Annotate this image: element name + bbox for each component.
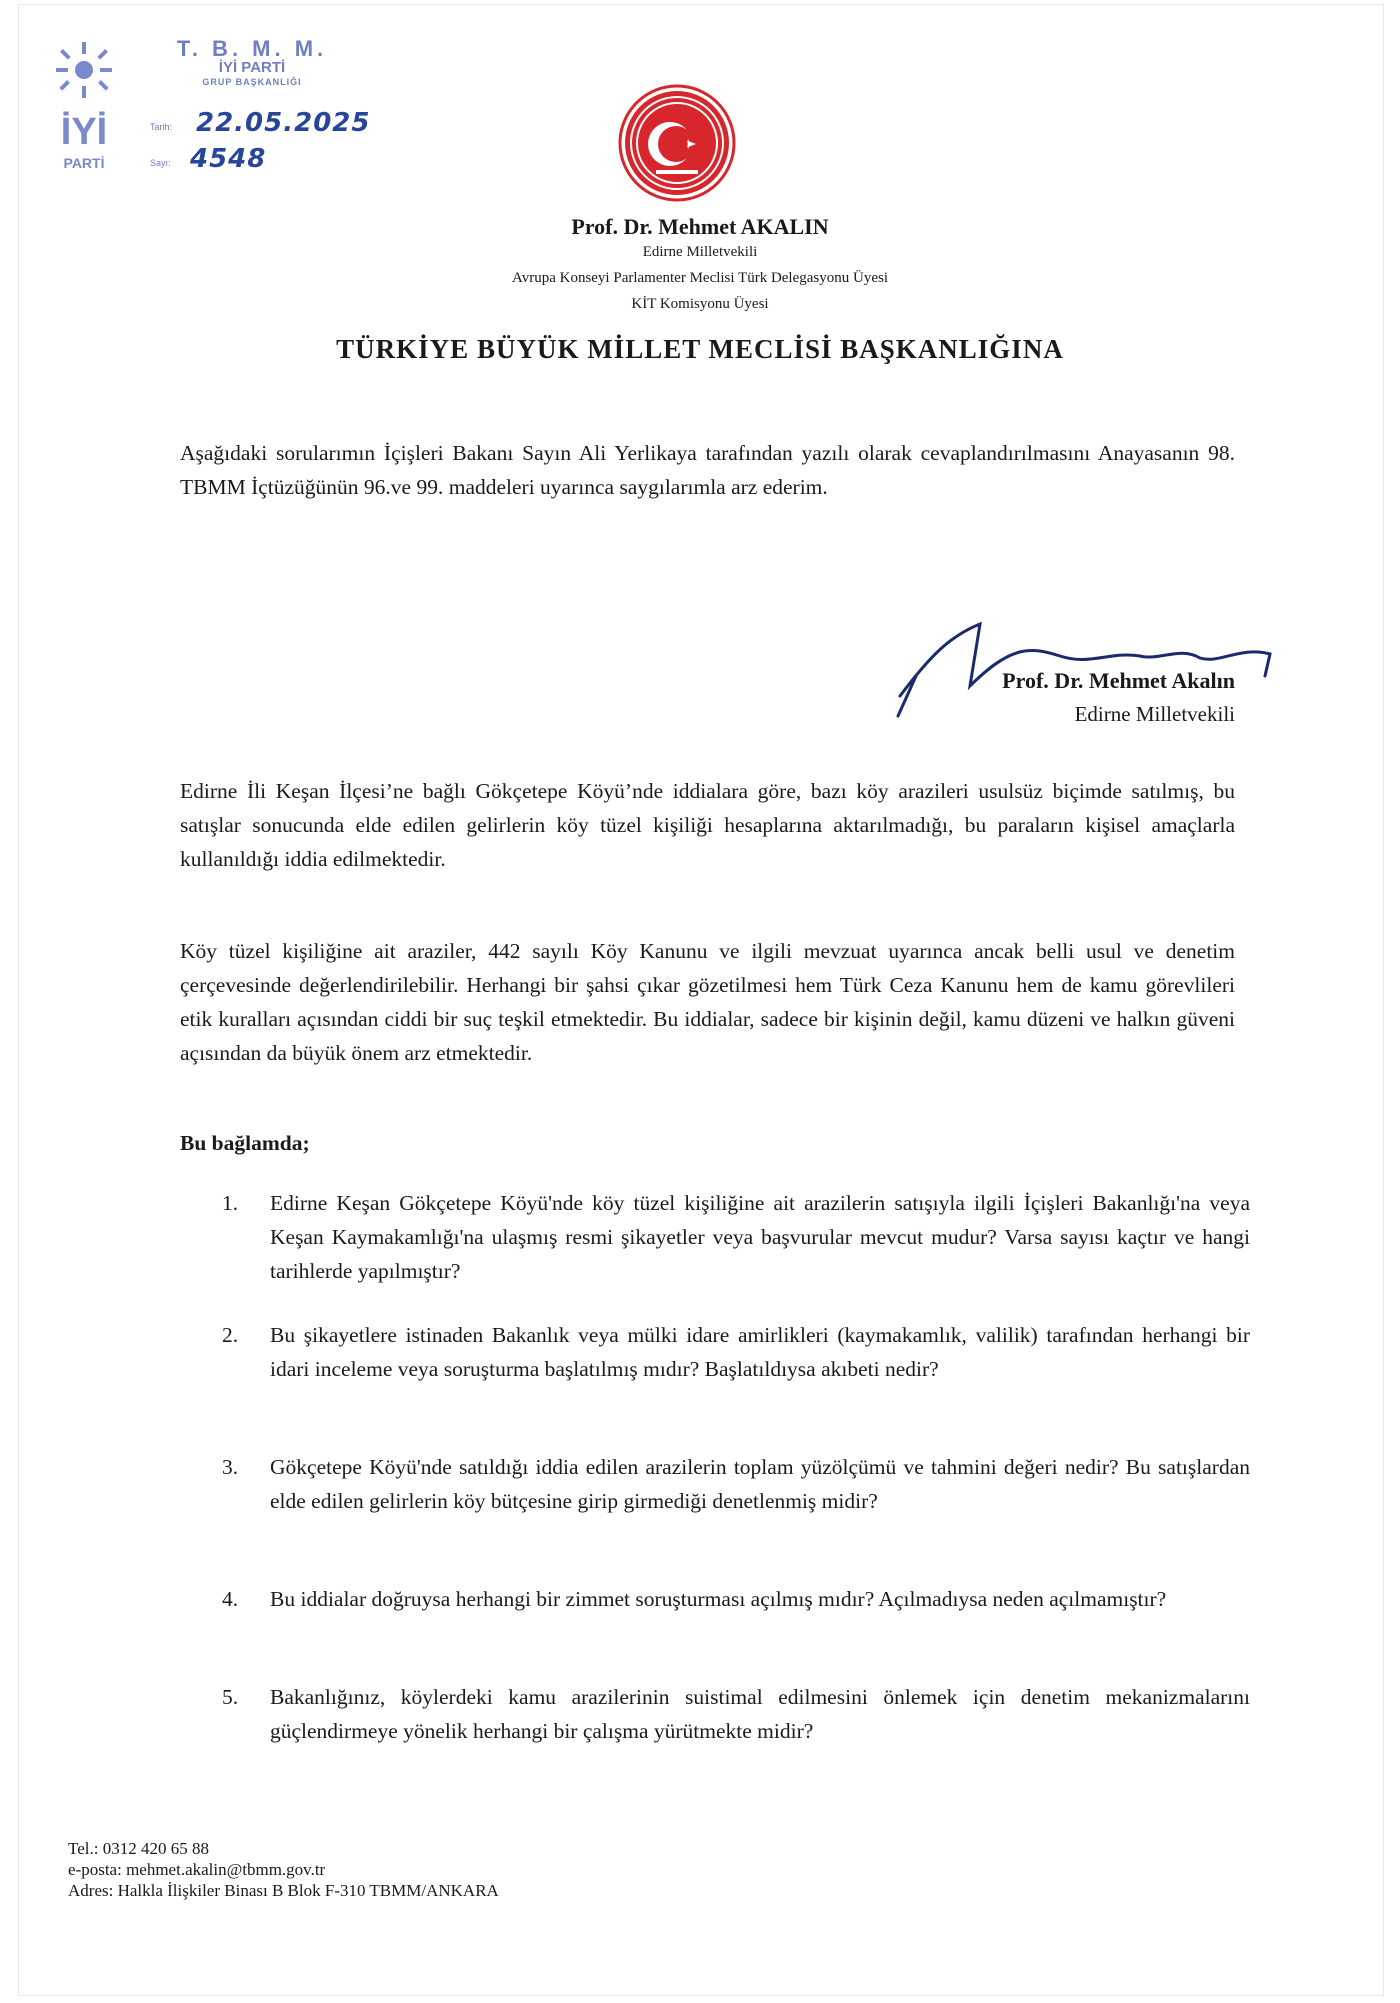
question-text: Bu şikayetlere istinaden Bakanlık veya mülki idare amirlikleri (kaymakamlık, valilik) tarafından herhangi bir idari inceleme veya soruşturma başlatılmış mıdır? Başlatıldıysa akıbeti nedir? bbox=[270, 1323, 1250, 1381]
stamp-line-1: T. B. M. M. bbox=[176, 36, 328, 61]
stamp-number-value: 4548 bbox=[190, 144, 267, 174]
question-number: 3. bbox=[222, 1455, 239, 1479]
stamp-number-label: Sayı: bbox=[150, 158, 171, 168]
question-text: Gökçetepe Köyü'nde satıldığı iddia edilen arazilerin toplam yüzölçümü ve tahmini değeri nedir? Bu satışlardan elde edilen gelirlerin köy bütçesine girip girmediği denetlenmiş midir? bbox=[270, 1455, 1250, 1513]
question-item bbox=[190, 1186, 1250, 1288]
received-stamp bbox=[40, 30, 370, 180]
question-number: 1. bbox=[222, 1191, 239, 1215]
iyi-party-logo bbox=[46, 36, 126, 176]
question-text: Bakanlığınız, köylerdeki kamu arazilerinin suistimal edilmesini önlemek için denetim mekanizmalarını güçlendirmeye yönelik herhangi bir çalışma yürütmekte midir? bbox=[270, 1685, 1250, 1743]
author-role-2: Avrupa Konseyi Parlamenter Meclisi Türk Delegasyonu Üyesi bbox=[511, 270, 889, 286]
question-number: 4. bbox=[222, 1587, 239, 1611]
logo-label: İYİ bbox=[60, 111, 108, 153]
tbmm-emblem-icon bbox=[618, 84, 736, 202]
stamp-date-label: Tarih: bbox=[150, 122, 173, 132]
context-heading: Bu bağlamda; bbox=[180, 1131, 310, 1155]
footer-phone: Tel.: 0312 420 65 88 bbox=[68, 1839, 209, 1858]
author-role-3: KİT Komisyonu Üyesi bbox=[631, 296, 769, 312]
footer-email: e-posta: mehmet.akalin@tbmm.gov.tr bbox=[68, 1860, 326, 1879]
question-number: 5. bbox=[222, 1685, 239, 1709]
intro-paragraph: Aşağıdaki sorularımın İçişleri Bakanı Sayın Ali Yerlikaya tarafından yazılı olarak cevaplandırılmasını Anayasanın 98. TBMM İçtüzüğünün 96.ve 99. maddeleri uyarınca saygılarımla arz ederim. bbox=[180, 441, 1235, 499]
author-role-1: Edirne Milletvekili bbox=[642, 244, 758, 260]
body-paragraph-2: Köy tüzel kişiliğine ait araziler, 442 sayılı Köy Kanunu ve ilgili mevzuat uyarınca ancak belli usul ve denetim çerçevesinde değerlendirilebilir. Herhangi bir şahsi çıkar gözetilmesi hem Türk Ceza Kanunu hem de kamu görevlileri etik kuralları açısından ciddi bir suç teşkil etmektedir. Bu iddialar, sadece bir kişinin değil, kamu düzeni ve halkın güveni açısından da büyük önem arz etmektedir. bbox=[180, 939, 1235, 1065]
stamp-date-row bbox=[150, 108, 371, 138]
question-number: 2. bbox=[222, 1323, 239, 1347]
question-text: Edirne Keşan Gökçetepe Köyü'nde köy tüzel kişiliğine ait arazilerin satışıyla ilgili İçişleri Bakanlığı'na veya Keşan Kaymakamlığı'na ulaşmış resmi şikayetler veya başvurular mevcut mudur? Varsa sayısı kaçtır ve hangi tarihlerde yapılmıştır? bbox=[270, 1191, 1250, 1283]
author-name: Prof. Dr. Mehmet AKALIN bbox=[571, 214, 829, 239]
document-title: TÜRKİYE BÜYÜK MİLLET MECLİSİ BAŞKANLIĞINA bbox=[336, 334, 1064, 364]
footer-address: Adres: Halkla İlişkiler Binası B Blok F-310 TBMM/ANKARA bbox=[68, 1881, 499, 1900]
question-item bbox=[190, 1582, 1250, 1616]
signature-role: Edirne Milletvekili bbox=[1074, 702, 1235, 726]
stamp-line-2: İYİ PARTİ bbox=[218, 59, 286, 76]
stamp-line-3: GRUP BAŞKANLIĞI bbox=[202, 77, 302, 87]
question-item bbox=[190, 1318, 1250, 1386]
stamp-header bbox=[152, 38, 352, 88]
stamp-number-row bbox=[150, 144, 267, 174]
stamp-date-value: 22.05.2025 bbox=[196, 108, 371, 138]
question-text: Bu iddialar doğruysa herhangi bir zimmet soruşturması açılmış mıdır? Açılmadıysa neden açılmamıştır? bbox=[270, 1587, 1167, 1611]
signature-name: Prof. Dr. Mehmet Akalın bbox=[1002, 668, 1235, 693]
question-item bbox=[190, 1450, 1250, 1518]
contact-footer bbox=[68, 1838, 499, 1901]
logo-sub: PARTİ bbox=[63, 155, 105, 171]
body-paragraph-1: Edirne İli Keşan İlçesi’ne bağlı Gökçetepe Köyü’nde iddialara göre, bazı köy arazileri usulsüz biçimde satılmış, bu satışlar sonucunda elde edilen gelirlerin köy tüzel kişiliği hesaplarına aktarılmadığı, bu paraların kişisel amaçlarla kullanıldığı iddia edilmektedir. bbox=[180, 779, 1235, 871]
question-item bbox=[190, 1680, 1250, 1748]
